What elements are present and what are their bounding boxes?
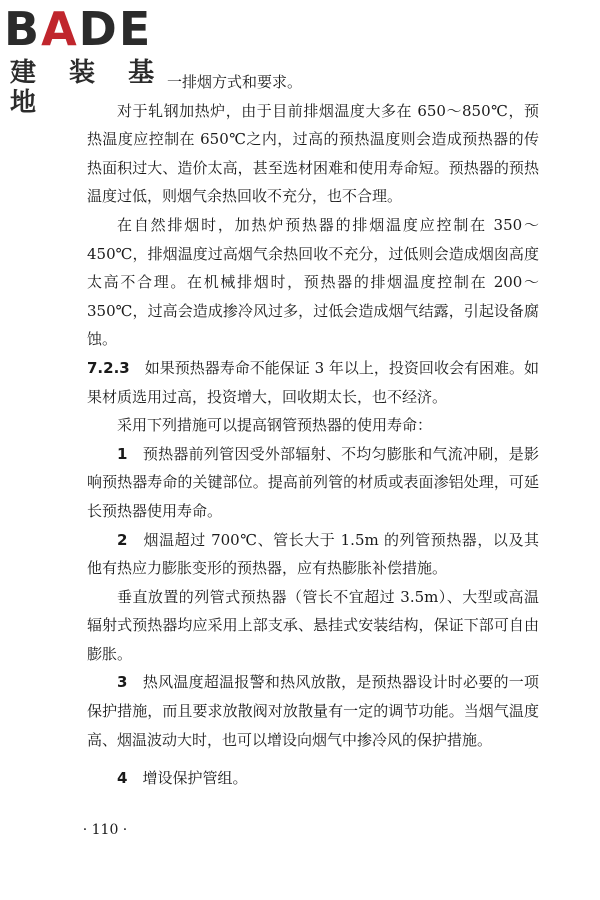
section-text: 如果预热器寿命不能保证 3 年以上，投资回收会有困难。如果材质选用过高，投资增大，回收期太长，也不经济。 (87, 358, 539, 406)
page-number: · 110 · (82, 822, 128, 838)
logo-wordmark: BADE (4, 2, 153, 56)
section-number: 7.2.3 (87, 358, 130, 377)
document-body (87, 68, 539, 793)
paragraph-exhaust-method: 一排烟方式和要求。 (167, 73, 303, 91)
list-item-1: 1 预热器前列管因受外部辐射、不均匀膨胀和气流冲刷，是影响预热器寿命的关键部位。提高前列管的材质或表面渗铝处理，可延长预热器使用寿命。 (87, 444, 539, 520)
list-item-4: 4 增设保护管组。 (117, 769, 248, 788)
section-7-2-3 (87, 354, 539, 411)
paragraph-natural-exhaust: 在自然排烟时，加热炉预热器的排烟温度应控制在 350～450℃，排烟温度过高烟气余热回收不充分，过低则会造成烟囱高度太高不合理。在机械排烟时，预热器的排烟温度控制在 200～350℃，过高会造成掺冷风过多，过低会造成烟气结露，引起设备腐蚀。 (87, 215, 539, 349)
paragraph-rolling-furnace: 对于轧钢加热炉，由于目前排烟温度大多在 650～850℃，预热温度应控制在 650℃之内，过高的预热温度则会造成预热器的传热面积过大、造价太高，甚至选材困难和使用寿命短。预热器的预热温度过低，则烟气余热回收不充分，也不合理。 (87, 101, 539, 206)
paragraph-measures-intro: 采用下列措施可以提高钢管预热器的使用寿命： (117, 416, 433, 435)
list-item-2: 2 烟温超过 700℃、管长大于 1.5m 的列管预热器，以及其他有热应力膨胀变形的预热器，应有热膨胀补偿措施。 (87, 530, 539, 578)
paragraph-vertical-preheater: 垂直放置的列管式预热器（管长不宜超过 3.5m）、大型或高温辐射式预热器均应采用上部支承、悬挂式安装结构，保证下部可自由膨胀。 (87, 587, 539, 663)
logo-subtitle: 建 装 基 地 (10, 58, 167, 118)
list-item-3: 3 热风温度超温报警和热风放散，是预热器设计时必要的一项保护措施，而且要求放散阀对放散量有一定的调节功能。当烟气温度高、烟温波动大时，也可以增设向烟气中掺冷风的保护措施。 (87, 673, 539, 749)
